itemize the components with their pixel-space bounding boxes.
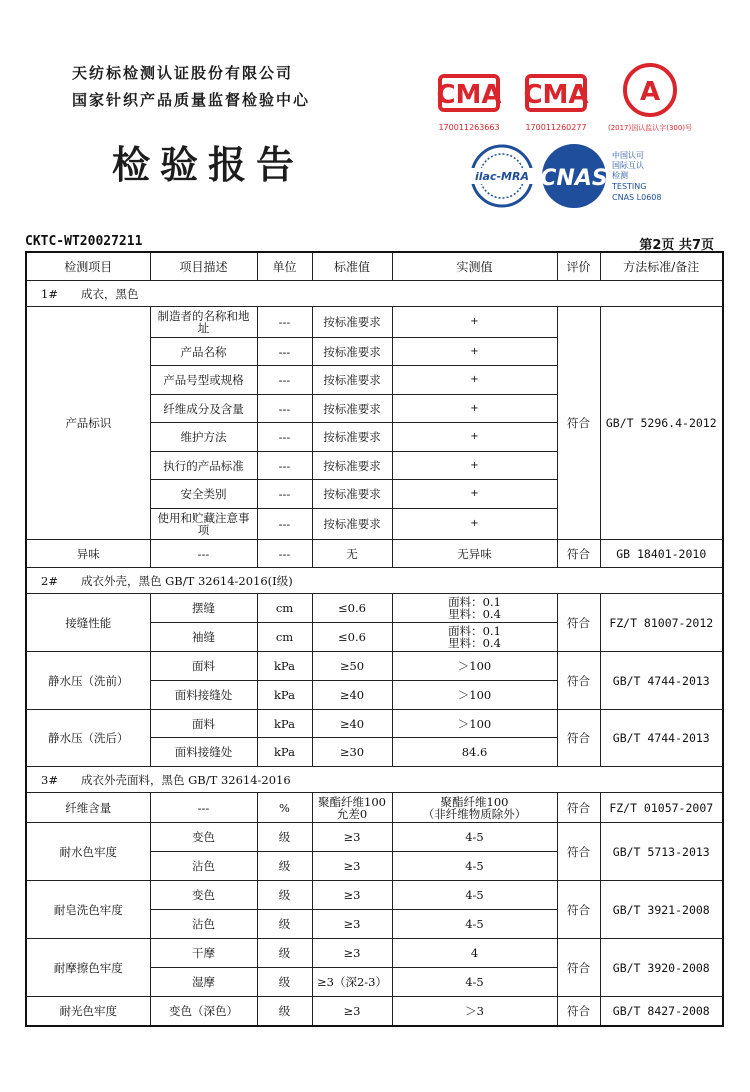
unit: %: [257, 793, 312, 823]
unit: 级: [257, 823, 312, 852]
measured-line: 里料：0.4: [448, 636, 501, 650]
unit: kPa: [257, 652, 312, 681]
standard: 按标准要求: [312, 423, 392, 452]
cnas-logo: [540, 144, 661, 208]
measured: 无异味: [392, 540, 557, 568]
measured: +: [392, 423, 557, 452]
section-row: [26, 568, 723, 594]
table-row: [26, 939, 723, 968]
method: GB/T 8427-2008: [600, 997, 723, 1026]
measured-line: （非纤维物质除外）: [422, 806, 527, 821]
table-row: [26, 594, 723, 623]
standard: ≥3: [312, 881, 392, 910]
standard: 按标准要求: [312, 307, 392, 338]
evaluation: 符合: [557, 307, 600, 540]
method: GB/T 5713-2013: [600, 823, 723, 881]
measured: +: [392, 338, 557, 366]
table-row: [26, 307, 723, 338]
method: GB/T 5296.4-2012: [600, 307, 723, 540]
measured: ＞100: [392, 710, 557, 738]
method: FZ/T 01057-2007: [600, 793, 723, 823]
report-number: CKTC-WT20027211: [25, 234, 143, 249]
item-desc: 维护方法: [150, 423, 257, 452]
measured: 4-5: [392, 823, 557, 852]
standard: ≥30: [312, 738, 392, 767]
cnas-cn-line1: 中国认可: [612, 151, 644, 160]
evaluation: 符合: [557, 881, 600, 939]
item-desc: 干摩: [150, 939, 257, 968]
table-row: [26, 652, 723, 681]
section-row: [26, 281, 723, 307]
report-title: 检验报告: [112, 142, 305, 187]
cnas-cn-line2: 国际互认: [612, 161, 644, 170]
method: GB 18401-2010: [600, 540, 723, 568]
section-label: 3# 成衣外壳面料，黑色 GB/T 32614-2016: [26, 767, 723, 793]
unit: 级: [257, 852, 312, 881]
ilac-mra-text: ilac-MRA: [475, 170, 529, 183]
evaluation: 符合: [557, 823, 600, 881]
standard-line: 允差0: [336, 806, 368, 821]
cnas-en-line: TESTING: [612, 182, 647, 191]
ilac-mra-logo: [470, 146, 534, 206]
unit: kPa: [257, 681, 312, 710]
test-item: 纤维含量: [26, 793, 150, 823]
item-desc: 沾色: [150, 852, 257, 881]
cnas-text: CNAS: [540, 166, 608, 191]
table-row: [26, 823, 723, 852]
item-desc: ---: [150, 540, 257, 568]
unit: kPa: [257, 710, 312, 738]
unit: cm: [257, 623, 312, 652]
cal-seal: [608, 65, 692, 132]
measured: 4-5: [392, 910, 557, 939]
measured: +: [392, 452, 557, 480]
test-item: 耐皂洗色牢度: [26, 881, 150, 939]
org-name-line2: 国家针织产品质量监督检验中心: [72, 91, 311, 109]
standard: 按标准要求: [312, 452, 392, 480]
unit: ---: [257, 423, 312, 452]
standard: 按标准要求: [312, 366, 392, 395]
standard: 按标准要求: [312, 480, 392, 509]
evaluation: 符合: [557, 939, 600, 997]
measured: [392, 594, 557, 623]
unit: kPa: [257, 738, 312, 767]
method: FZ/T 81007-2012: [600, 594, 723, 652]
unit: 级: [257, 968, 312, 997]
unit: cm: [257, 594, 312, 623]
measured: ＞100: [392, 681, 557, 710]
cnas-cn-line3: 检测: [612, 171, 628, 180]
item-desc: 面料: [150, 652, 257, 681]
unit: ---: [257, 366, 312, 395]
measured: 84.6: [392, 738, 557, 767]
table-row: [26, 881, 723, 910]
col-header: 评价: [557, 252, 600, 281]
standard: [312, 793, 392, 823]
standard: 按标准要求: [312, 509, 392, 540]
unit: ---: [257, 452, 312, 480]
test-item: 接缝性能: [26, 594, 150, 652]
item-desc: 产品名称: [150, 338, 257, 366]
results-table: [25, 251, 724, 1027]
col-header: 检测项目: [26, 252, 150, 281]
measured-line: 面料：0.1: [448, 624, 501, 638]
standard: ≥3（深2-3）: [312, 968, 392, 997]
measured: +: [392, 509, 557, 540]
unit: 级: [257, 910, 312, 939]
method: GB/T 4744-2013: [600, 652, 723, 710]
standard: ≥40: [312, 710, 392, 738]
table-row: [26, 710, 723, 738]
item-desc: 使用和贮藏注意事项: [150, 509, 257, 540]
measured-line: 面料：0.1: [448, 595, 501, 609]
section-label: 1# 成衣，黑色: [26, 281, 723, 307]
standard-line: 聚酯纤维100: [318, 794, 386, 809]
standard: ≤0.6: [312, 623, 392, 652]
unit: ---: [257, 480, 312, 509]
measured: 4-5: [392, 852, 557, 881]
page-info: 第2页 共7页: [639, 238, 714, 253]
standard: ≥40: [312, 681, 392, 710]
item-desc: 安全类别: [150, 480, 257, 509]
standard: 按标准要求: [312, 395, 392, 423]
evaluation: 符合: [557, 997, 600, 1026]
item-desc: ---: [150, 793, 257, 823]
item-desc: 面料接缝处: [150, 738, 257, 767]
method: GB/T 4744-2013: [600, 710, 723, 767]
item-desc: 沾色: [150, 910, 257, 939]
item-desc: 袖缝: [150, 623, 257, 652]
cma-logo-text-1: CMA: [436, 80, 502, 110]
standard: ≥3: [312, 852, 392, 881]
col-header: 标准值: [312, 252, 392, 281]
standard: ≥3: [312, 939, 392, 968]
method: GB/T 3921-2008: [600, 881, 723, 939]
unit: 级: [257, 939, 312, 968]
measured-line: 聚酯纤维100: [440, 794, 509, 809]
unit: ---: [257, 338, 312, 366]
table-header-row: [26, 252, 723, 281]
measured: +: [392, 307, 557, 338]
section-label: 2# 成衣外壳，黑色 GB/T 32614-2016(Ⅰ级): [26, 568, 723, 594]
test-item: 耐摩擦色牢度: [26, 939, 150, 997]
test-item: 异味: [26, 540, 150, 568]
measured: [392, 623, 557, 652]
certification-badges: [430, 58, 730, 218]
test-item: 产品标识: [26, 307, 150, 540]
standard: ≥50: [312, 652, 392, 681]
standard: ≥3: [312, 823, 392, 852]
unit: 级: [257, 881, 312, 910]
evaluation: 符合: [557, 652, 600, 710]
item-desc: 纤维成分及含量: [150, 395, 257, 423]
standard: ≥3: [312, 997, 392, 1026]
measured: ＞3: [392, 997, 557, 1026]
item-desc: 摆缝: [150, 594, 257, 623]
svg-text:A: A: [639, 77, 661, 107]
unit: ---: [257, 540, 312, 568]
item-desc: 湿摩: [150, 968, 257, 997]
test-item: 耐水色牢度: [26, 823, 150, 881]
item-desc: 变色（深色）: [150, 997, 257, 1026]
test-item: 耐光色牢度: [26, 997, 150, 1026]
cma-logo-text-2: CMA: [523, 80, 589, 110]
measured: +: [392, 395, 557, 423]
standard: 按标准要求: [312, 338, 392, 366]
test-item: 静水压（洗后）: [26, 710, 150, 767]
item-desc: 产品号型或规格: [150, 366, 257, 395]
unit: ---: [257, 395, 312, 423]
item-desc: 制造者的名称和地址: [150, 307, 257, 338]
cnas-number: CNAS L0608: [612, 193, 662, 202]
standard: 无: [312, 540, 392, 568]
measured: ＞100: [392, 652, 557, 681]
table-row: [26, 997, 723, 1026]
org-name-line1: 天纺标检测认证股份有限公司: [72, 64, 294, 82]
table-row: [26, 793, 723, 823]
evaluation: 符合: [557, 540, 600, 568]
cma-number-2: 170011260277: [525, 123, 587, 132]
item-desc: 面料接缝处: [150, 681, 257, 710]
item-desc: 变色: [150, 881, 257, 910]
test-item: 静水压（洗前）: [26, 652, 150, 710]
unit: 级: [257, 997, 312, 1026]
item-desc: 变色: [150, 823, 257, 852]
col-header: 方法标准/备注: [600, 252, 723, 281]
col-header: 实测值: [392, 252, 557, 281]
measured: 4-5: [392, 968, 557, 997]
cma-seal-1: [436, 76, 501, 132]
measured: +: [392, 366, 557, 395]
cma-seal-2: [523, 76, 588, 132]
unit: ---: [257, 307, 312, 338]
evaluation: 符合: [557, 793, 600, 823]
section-row: [26, 767, 723, 793]
col-header: 单位: [257, 252, 312, 281]
cma-number-1: 170011263663: [438, 123, 500, 132]
standard: ≤0.6: [312, 594, 392, 623]
measured-line: 里料：0.4: [448, 607, 501, 621]
measured: 4: [392, 939, 557, 968]
cal-number: (2017)国认监认字(300)号: [607, 124, 693, 132]
measured: +: [392, 480, 557, 509]
evaluation: 符合: [557, 710, 600, 767]
measured: [392, 793, 557, 823]
standard: ≥3: [312, 910, 392, 939]
table-row: [26, 540, 723, 568]
item-desc: 执行的产品标准: [150, 452, 257, 480]
col-header: 项目描述: [150, 252, 257, 281]
item-desc: 面料: [150, 710, 257, 738]
measured: 4-5: [392, 881, 557, 910]
evaluation: 符合: [557, 594, 600, 652]
unit: ---: [257, 509, 312, 540]
method: GB/T 3920-2008: [600, 939, 723, 997]
